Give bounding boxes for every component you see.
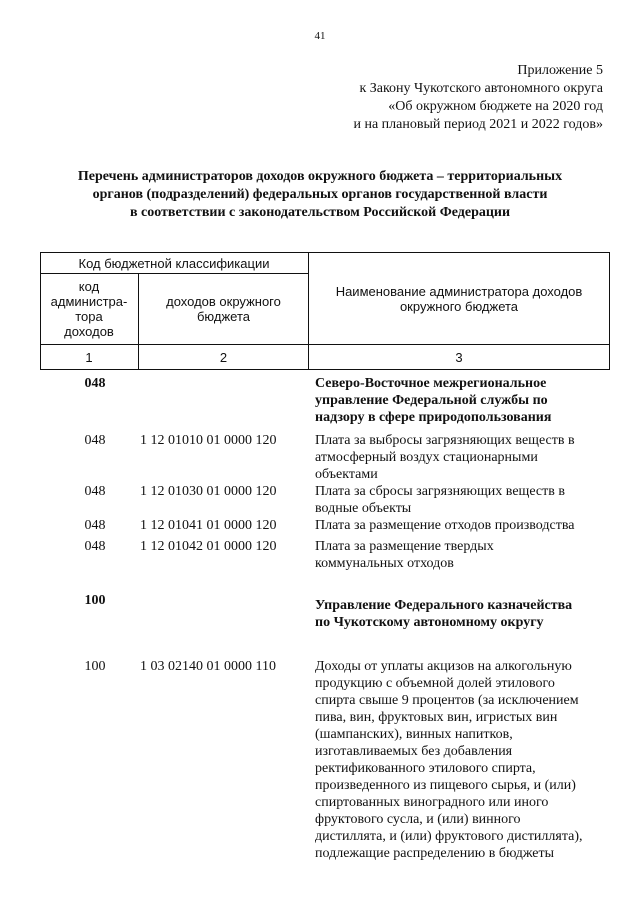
name-line: произведенного из пищевого сырья, и (или) (315, 778, 576, 793)
admin-code: 100 (84, 593, 106, 608)
header-line: код (78, 279, 100, 294)
admin-code: 100 (84, 659, 106, 674)
header-revenue-code (139, 274, 308, 344)
name-line: Плата за размещение твердых (315, 539, 494, 554)
appendix-line: к Закону Чукотского автономного округа (359, 81, 603, 96)
name-line: Плата за сбросы загрязняющих веществ в (315, 484, 565, 499)
name-line: спирта свыше 9 процентов (за исключением (315, 693, 579, 708)
budget-code: 1 12 01042 01 0000 120 (140, 539, 277, 554)
revenue-name (315, 483, 610, 517)
budget-code: 1 12 01030 01 0000 120 (140, 484, 277, 499)
budget-code: 1 12 01010 01 0000 120 (140, 433, 277, 448)
name-line: объектами (315, 467, 378, 482)
header-line: администра- (50, 294, 128, 309)
name-line: Плата за выбросы загрязняющих веществ в (315, 433, 575, 448)
header-line: доходов (64, 324, 114, 339)
column-number: 2 (219, 349, 228, 365)
header-group-label: Код бюджетной классификации (78, 255, 270, 271)
admin-name (315, 375, 610, 426)
name-line: по Чукотскому автономному округу (315, 615, 544, 630)
name-line: продукцию с объемной долей этилового (315, 676, 555, 691)
header-line: доходов окружного (166, 294, 281, 309)
document-title (40, 168, 600, 222)
name-line: Управление Федерального казначейства (315, 598, 573, 613)
table-border (609, 252, 610, 370)
name-line: спиртованных виноградного или иного (315, 795, 549, 810)
appendix-line: Приложение 5 (517, 63, 603, 78)
name-line: пива, вин, фруктовых вин, игристых вин (315, 710, 558, 725)
admin-code: 048 (84, 484, 106, 499)
name-line: дистиллята, и (или) фруктового дистиллята), (315, 829, 583, 844)
table-border (40, 369, 610, 370)
header-admin-code (40, 274, 138, 344)
revenue-name (315, 517, 610, 534)
admin-code: 048 (84, 539, 106, 554)
name-line: фруктового сусла, и (или) винного (315, 812, 521, 827)
title-line: органов (подразделений) федеральных органов государственной власти (92, 187, 548, 202)
name-line: надзору в сфере природопользования (315, 410, 552, 425)
name-line: (шампанских), винных напитков, (315, 727, 513, 742)
name-line: коммунальных отходов (315, 556, 454, 571)
appendix-line: и на плановый период 2021 и 2022 годов» (353, 117, 603, 132)
title-line: Перечень администраторов доходов окружного бюджета – территориальных (77, 169, 563, 184)
header-admin-name (309, 253, 609, 344)
revenue-name (315, 432, 610, 483)
column-number: 3 (455, 349, 463, 365)
table-header (40, 252, 610, 370)
appendix-caption (353, 62, 603, 134)
name-line: Плата за размещение отходов производства (315, 518, 575, 533)
name-line: изготавливаемых без добавления (315, 744, 513, 759)
revenue-name (315, 538, 610, 572)
budget-code: 1 12 01041 01 0000 120 (140, 518, 277, 533)
name-line: ректификованного этилового спирта, (315, 761, 536, 776)
header-line: окружного бюджета (399, 298, 519, 314)
appendix-line: «Об окружном бюджете на 2020 год (388, 99, 603, 114)
revenue-name (315, 658, 610, 862)
budget-code: 1 03 02140 01 0000 110 (140, 659, 276, 674)
admin-code: 048 (84, 518, 106, 533)
admin-code: 048 (84, 376, 106, 391)
name-line: подлежащие распределению в бюджеты (315, 846, 555, 861)
name-line: Доходы от уплаты акцизов на алкогольную (315, 659, 572, 674)
name-line: атмосферный воздух стационарными (315, 450, 538, 465)
header-line: тора (75, 309, 103, 324)
header-line: Наименование администратора доходов (335, 283, 583, 299)
title-line: в соответствии с законодательством Российской Федерации (129, 205, 511, 220)
header-line: бюджета (196, 309, 251, 324)
name-line: водные объекты (315, 501, 412, 516)
admin-code: 048 (84, 433, 106, 448)
column-number: 1 (85, 349, 93, 365)
admin-name (315, 597, 610, 631)
name-line: Северо-Восточное межрегиональное (315, 376, 547, 391)
page-number: 41 (314, 30, 326, 42)
name-line: управление Федеральной службы по (315, 393, 548, 408)
